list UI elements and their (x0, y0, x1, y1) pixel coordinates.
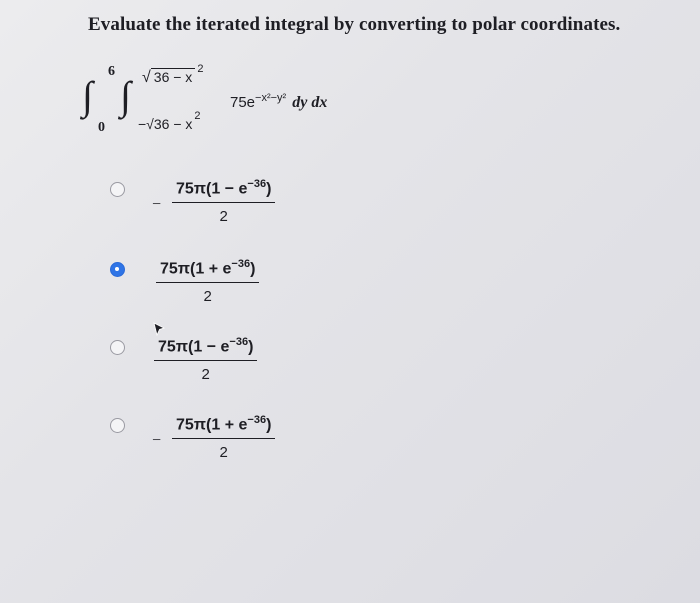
option-denominator: 2 (203, 288, 212, 306)
option-fraction (156, 258, 259, 305)
lower-radicand: −√36 − x (138, 116, 193, 132)
option-numerator (172, 414, 275, 439)
numerator-close: ) (266, 416, 272, 434)
answer-option-3[interactable] (110, 336, 350, 404)
numerator-text: 75π(1 − e (176, 180, 248, 198)
option-numerator (154, 336, 257, 361)
option-fraction (154, 336, 257, 383)
numerator-close: ) (248, 338, 254, 356)
option-denominator: 2 (219, 444, 228, 462)
answer-option-4[interactable] (110, 414, 350, 482)
option-denominator: 2 (201, 366, 210, 384)
radio-button[interactable] (110, 182, 125, 197)
integrand (230, 92, 327, 112)
numerator-exponent: −36 (231, 258, 251, 270)
answer-option-1[interactable] (110, 178, 350, 246)
lower-exponent: 2 (194, 110, 201, 122)
question-title: Evaluate the iterated integral by converting to polar coordinates. (88, 14, 621, 35)
numerator-close: ) (266, 180, 272, 198)
outer-integral-sign: ∫ (82, 73, 93, 118)
mouse-cursor-icon (152, 322, 166, 336)
inner-upper-limit (142, 63, 204, 87)
numerator-text: 75π(1 − e (158, 338, 230, 356)
numerator-text: 75π(1 + e (176, 416, 248, 434)
upper-radicand: 36 − x (151, 68, 196, 85)
option-denominator: 2 (219, 208, 228, 226)
option-numerator (156, 258, 259, 283)
numerator-exponent: −36 (247, 178, 267, 190)
inner-lower-limit (138, 110, 201, 132)
radio-button[interactable] (110, 340, 125, 355)
inner-integral-sign: ∫ (120, 73, 131, 118)
differentials: dy dx (292, 94, 328, 111)
option-sign: − (152, 432, 162, 449)
integrand-coefficient: 75e (230, 94, 256, 111)
numerator-exponent: −36 (247, 414, 267, 426)
sqrt-icon: √ (142, 69, 151, 86)
upper-exponent: 2 (197, 63, 204, 75)
numerator-text: 75π(1 + e (160, 260, 232, 278)
numerator-exponent: −36 (229, 336, 249, 348)
outer-lower-limit: 0 (98, 120, 105, 135)
integral-expression (80, 62, 500, 152)
radio-button[interactable] (110, 418, 125, 433)
outer-upper-limit: 6 (108, 64, 115, 79)
option-numerator (172, 178, 275, 203)
option-sign: − (152, 196, 162, 213)
integrand-exponent: −x²−y² (255, 92, 287, 104)
answer-option-2[interactable] (110, 258, 350, 326)
option-fraction (172, 414, 275, 461)
radio-button-selected[interactable] (110, 262, 125, 277)
option-fraction (172, 178, 275, 225)
numerator-close: ) (250, 260, 256, 278)
